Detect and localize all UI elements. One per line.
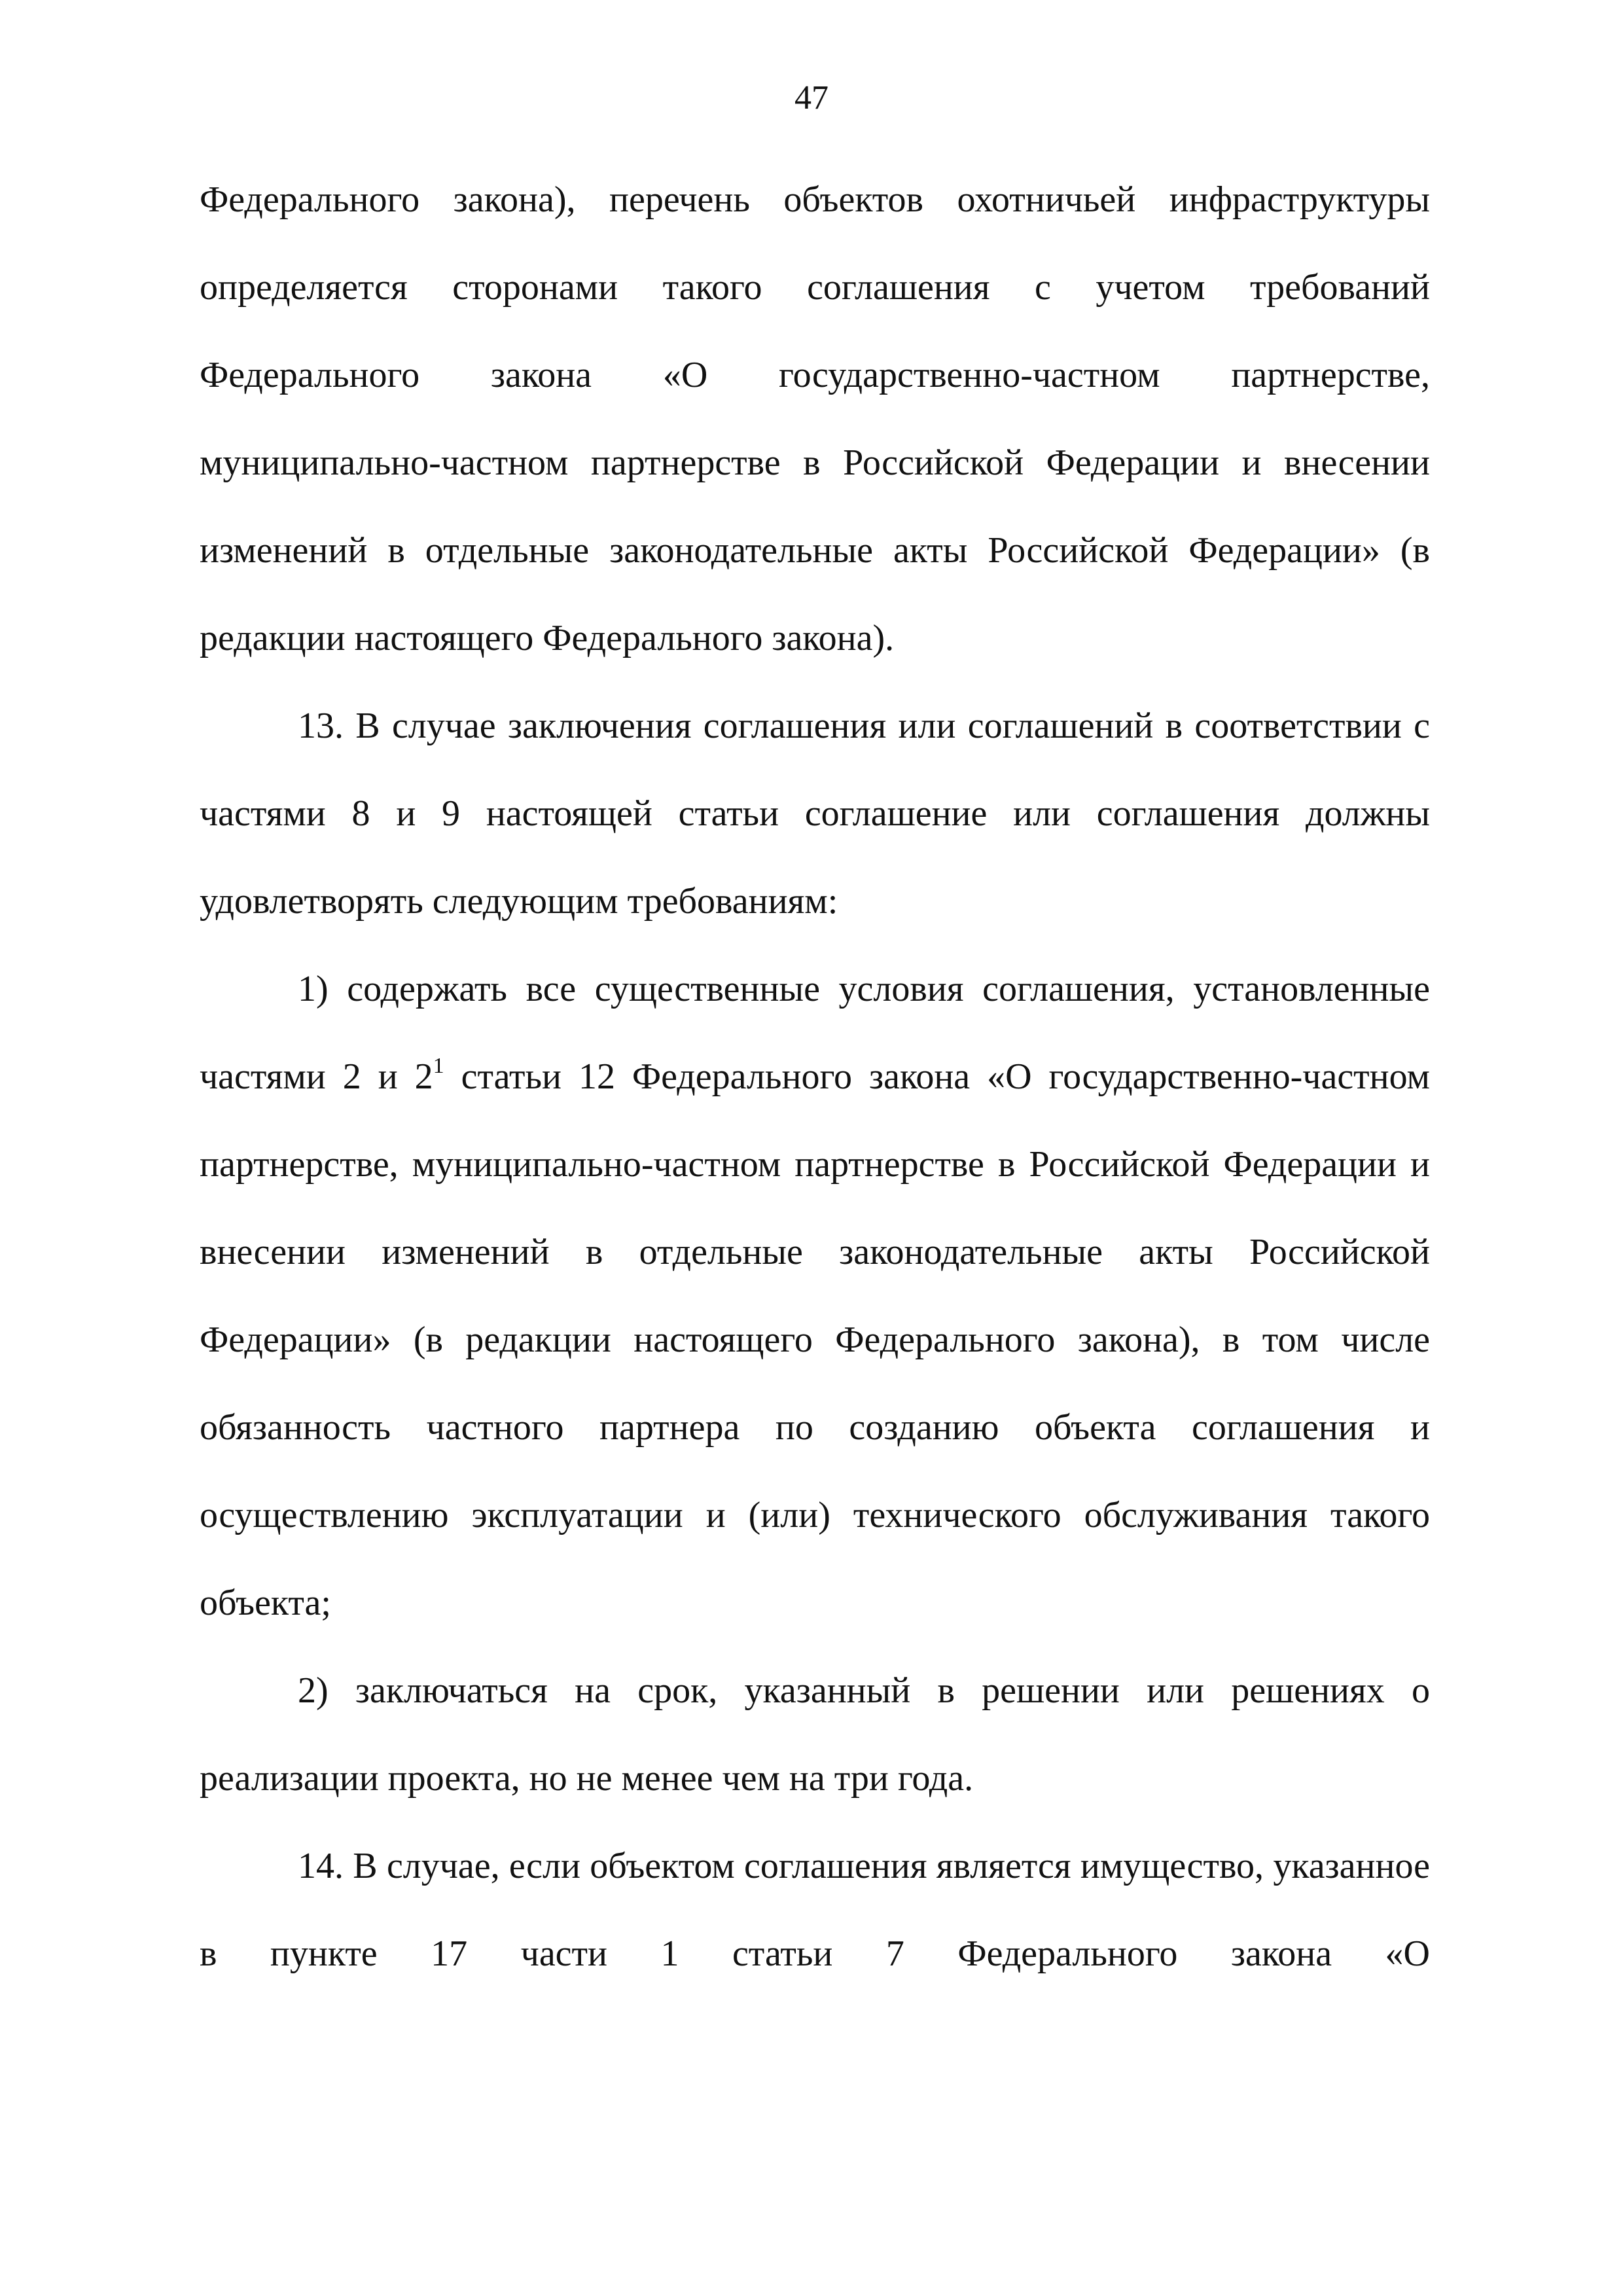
item-1-text-end: статьи 12 Федерального закона «О государственно-частном партнерстве, муниципально-частном партнерстве в Российской Федерации и внесении изменений в отдельные законодательные акты Российской Федерации» (в редакции настоящего Федерального закона), в том числе обязанность частного партнера по созданию объекта соглашения и осуществлению эксплуатации и (или) технического обслуживания такого объекта; [200, 1056, 1430, 1623]
page-number: 47 [794, 79, 829, 117]
item-1-text-start: 1) содержать все существенные условия соглашения, установленные частями 2 и 2 [200, 969, 1430, 1097]
superscript-index: 1 [433, 1054, 444, 1078]
paragraph-13: 13. В случае заключения соглашения или соглашений в соответствии с частями 8 и 9 настоящей статьи соглашение или соглашения должны удовлетворять следующим требованиям: [200, 706, 1430, 922]
paragraph-continuation: Федерального закона), перечень объектов охотничьей инфраструктуры определяется сторонами такого соглашения с учетом требований Федерального закона «О государственно-частном партнерстве, муниципально-частном партнерстве в Российской Федерации и внесении изменений в отдельные законодательные акты Российской Федерации» (в редакции настоящего Федерального закона). [200, 179, 1430, 658]
paragraph-item-2: 2) заключаться на срок, указанный в решении или решениях о реализации проекта, но не менее чем на три года. [200, 1670, 1430, 1799]
paragraph-14: 14. В случае, если объектом соглашения является имущество, указанное в пункте 17 части 1 статьи 7 Федерального закона «О [200, 1846, 1430, 1974]
document-body [200, 156, 1430, 1998]
paragraph-item-1 [200, 945, 1430, 1647]
